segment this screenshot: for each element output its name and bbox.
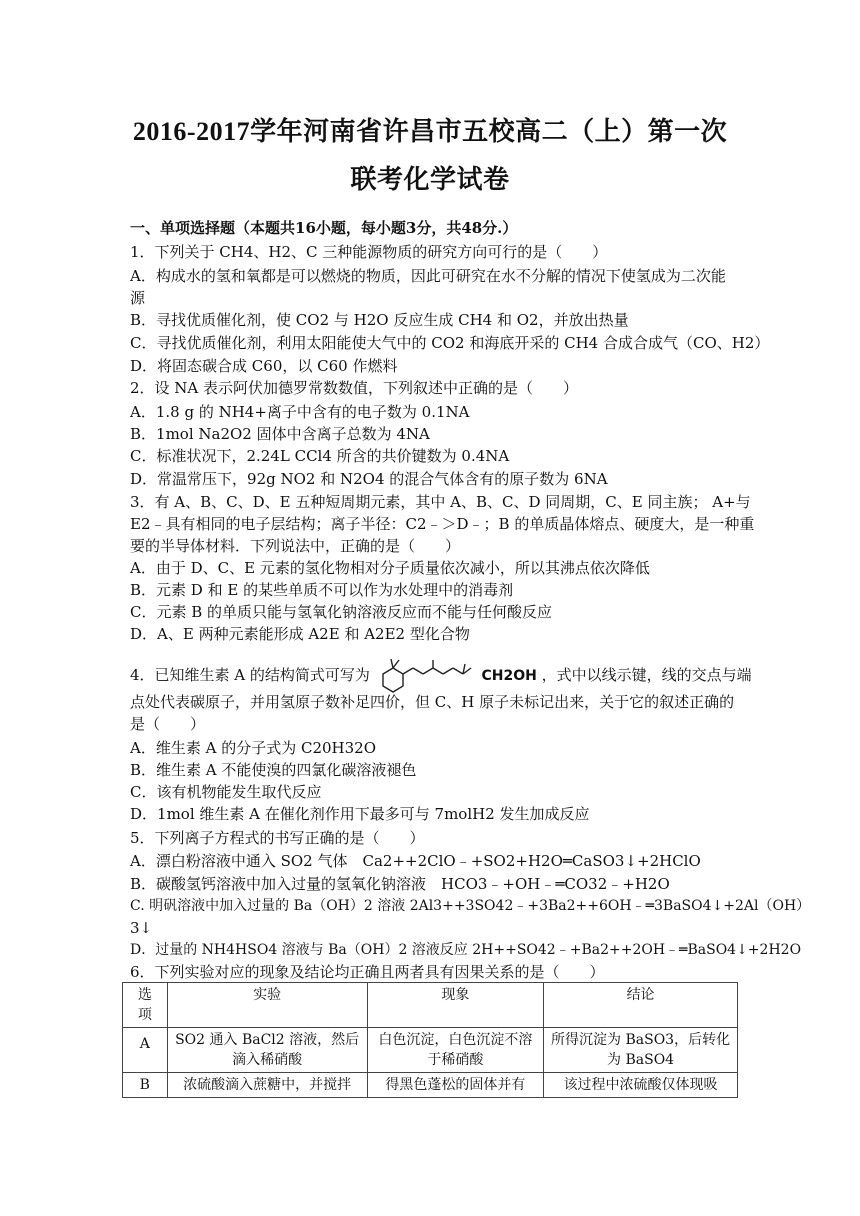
row-phenomenon: 得黑色蓬松的固体并有 [367, 1073, 544, 1098]
q2-option-a: A．1.8 g 的 NH4+离子中含有的电子数为 0.1NA [130, 403, 470, 421]
q1-stem: 1．下列关于 CH4、H2、C 三种能源物质的研究方向可行的是（ ） [130, 243, 608, 261]
ch2oh-label: CH2OH [481, 668, 537, 684]
row-phenomenon: 白色沉淀，白色沉淀不溶 于稀硝酸 [367, 1028, 544, 1073]
q3-option-b: B．元素 D 和 E 的某些单质不可以作为水处理中的消毒剂 [130, 581, 514, 599]
q1-option-a: A．构成水的氢和氧都是可以燃烧的物质，因此可研究在水不分解的情况下使氢成为二次能 [130, 267, 726, 285]
q1-option-d: D．将固态碳合成 C60，以 C60 作燃料 [130, 357, 398, 375]
q2-option-b: B．1mol Na2O2 固体中含离子总数为 4NA [130, 425, 430, 443]
row-option: A [123, 1028, 168, 1073]
table-row [123, 1028, 738, 1073]
q3-stem-line2: E2﹣具有相同的电子层结构；离子半径：C2﹣＞D﹣；B 的单质晶体熔点、硬度大，是一种重 [130, 515, 755, 533]
q6-stem: 6．下列实验对应的现象及结论均正确且两者具有因果关系的是（ ） [130, 963, 605, 981]
q5-option-b: B．碳酸氢钙溶液中加入过量的氢氧化钠溶液 HCO3﹣+OH﹣═CO32﹣+H2O [130, 875, 670, 893]
q4-option-a: A．维生素 A 的分子式为 C20H32O [130, 739, 376, 757]
table-header-row [123, 983, 738, 1028]
row-experiment: 浓硫酸滴入蔗糖中，并搅拌 [167, 1073, 367, 1098]
q3-stem-line3: 要的半导体材料．下列说法中，正确的是（ ） [130, 537, 461, 555]
section-heading: 一、单项选择题（本题共16小题，每小题3分，共48分.） [130, 219, 518, 237]
q4-stem-part2: ，式中以线示键，线的交点与端 [541, 666, 752, 684]
q4-option-c: C．该有机物能发生取代反应 [130, 783, 322, 801]
header-option: 选 项 [123, 983, 168, 1028]
q4-stem-line2: 点处代表碳原子，并用氢原子数补足四价，但 C、H 原子未标记出来，关于它的叙述正确的 [130, 693, 735, 711]
q1-option-b: B．寻找优质催化剂，使 CO2 与 H2O 反应生成 CH4 和 O2，并放出热量 [130, 311, 629, 329]
header-conclusion: 结论 [544, 983, 738, 1028]
q3-option-d: D．A、E 两种元素能形成 A2E 和 A2E2 型化合物 [130, 625, 470, 643]
row-experiment: SO2 通入 BaCl2 溶液，然后 滴入稀硝酸 [167, 1028, 367, 1073]
table-row [123, 1073, 738, 1098]
q4-option-d: D．1mol 维生素 A 在催化剂作用下最多可与 7molH2 发生加成反应 [130, 805, 590, 823]
q4-stem-line3: 是（ ） [130, 715, 206, 733]
q2-stem: 2．设 NA 表示阿伏加德罗常数数值，下列叙述中正确的是（ ） [130, 379, 579, 397]
q3-option-c: C．元素 B 的单质只能与氢氧化钠溶液反应而不能与任何酸反应 [130, 603, 553, 621]
document-title [120, 108, 740, 204]
q5-option-c-cont: 3↓ [130, 919, 153, 937]
q3-option-a: A．由于 D、C、E 元素的氢化物相对分子质量依次减小，所以其沸点依次降低 [130, 559, 650, 577]
row-option: B [123, 1073, 168, 1098]
row-conclusion: 该过程中浓硫酸仅体现吸 [544, 1073, 738, 1098]
vitamin-a-structure-icon [377, 656, 475, 696]
header-experiment: 实验 [167, 983, 367, 1028]
experiment-table [122, 982, 738, 1098]
q5-stem: 5．下列离子方程式的书写正确的是（ ） [130, 829, 425, 847]
q1-option-c: C．寻找优质催化剂，利用太阳能使大气中的 CO2 和海底开采的 CH4 合成合成气（CO、H2） [130, 334, 770, 352]
row-conclusion: 所得沉淀为 BaSO3，后转化 为 BaSO4 [544, 1028, 738, 1073]
q5-option-a: A．漂白粉溶液中通入 SO2 气体 Ca2++2ClO﹣+SO2+H2O═CaSO3↓+2HClO [130, 852, 701, 870]
q2-option-c: C．标准状况下，2.24L CCl4 所含的共价键数为 0.4NA [130, 447, 510, 465]
q1-option-a-cont: 源 [130, 289, 146, 307]
q4-option-b: B．维生素 A 不能使溴的四氯化碳溶液褪色 [130, 761, 417, 779]
q3-stem-line1: 3．有 A、B、C、D、E 五种短周期元素，其中 A、B、C、D 同周期，C、E 同主族； A+与 [130, 493, 751, 511]
q5-option-c: C. 明矾溶液中加入过量的 Ba（OH）2 溶液 2Al3++3SO42﹣+3Ba2++6OH﹣═3BaSO4↓+2Al（OH） [130, 898, 811, 914]
header-phenomenon: 现象 [367, 983, 544, 1028]
q4-stem-part1: 4．已知维生素 A 的结构简式可写为 [130, 666, 370, 684]
q2-option-d: D．常温常压下，92g NO2 和 N2O4 的混合气体含有的原子数为 6NA [130, 470, 608, 488]
title-text: 2016-2017学年河南省许昌市五校高二（上）第一次联考化学试卷 [132, 117, 728, 194]
q5-option-d: D．过量的 NH4HSO4 溶液与 Ba（OH）2 溶液反应 2H++SO42﹣+Ba2++2OH﹣═BaSO4↓+2H2O [130, 942, 802, 958]
q4-stem-line1 [130, 656, 752, 696]
